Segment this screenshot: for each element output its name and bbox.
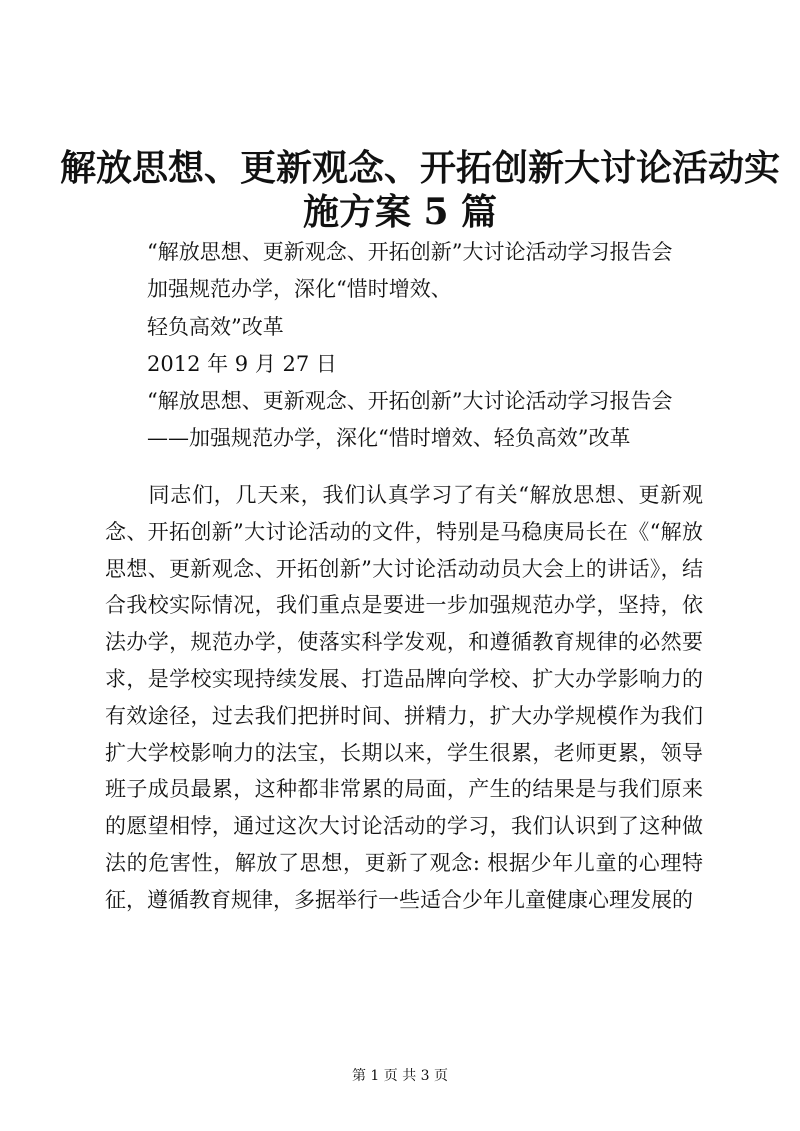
body-paragraph: 同志们，几天来，我们认真学习了有关“解放思想、更新观念、开拓创新”大讨论活动的文件，特别是马稳庚局长在《“解放思想、更新观念、开拓创新”大讨论活动动员大会上的讲话》，结合我校实际情况，我们重点是要进一步加强规范办学，坚持，依法办学，规范办学，使落实科学发观，和遵循教育规律的必然要求，是学校实现持续发展、打造品牌向学校、扩大办学影响力的有效途径，过去我们把拼时间、拼精力，扩大办学规模作为我们扩大学校影响力的法宝，长期以来，学生很累，老师更累，领导班子成员最累，这种都非常累的局面，产生的结果是与我们原来的愿望相悖，通过这次大讨论活动的学习，我们认识到了这种做法的危害性，解放了思想，更新了观念: 根据少年儿童的心理特征，遵循教育规律，多据举行一些适合少年儿童健康心理发展的: [105, 483, 703, 912]
document-title-line-2: 施方案 5 篇: [302, 191, 498, 233]
subtitle-line-1: “解放思想、更新观念、开拓创新”大讨论活动学习报告会: [147, 240, 673, 264]
subtitle-line-3: 轻负高效”改革: [147, 315, 284, 339]
date-line: 2012 年 9 月 27 日: [147, 352, 337, 376]
page-footer: 第 1 页 共 3 页: [351, 1068, 449, 1084]
report-title-line: “解放思想、更新观念、开拓创新”大讨论活动学习报告会: [147, 389, 673, 413]
document-title-line-1: 解放思想、更新观念、开拓创新大讨论活动实: [60, 147, 781, 189]
report-subtitle-line: ——加强规范办学，深化“惜时增效、轻负高效”改革: [147, 426, 631, 450]
subtitle-line-2: 加强规范办学，深化“惜时增效、: [147, 277, 452, 301]
